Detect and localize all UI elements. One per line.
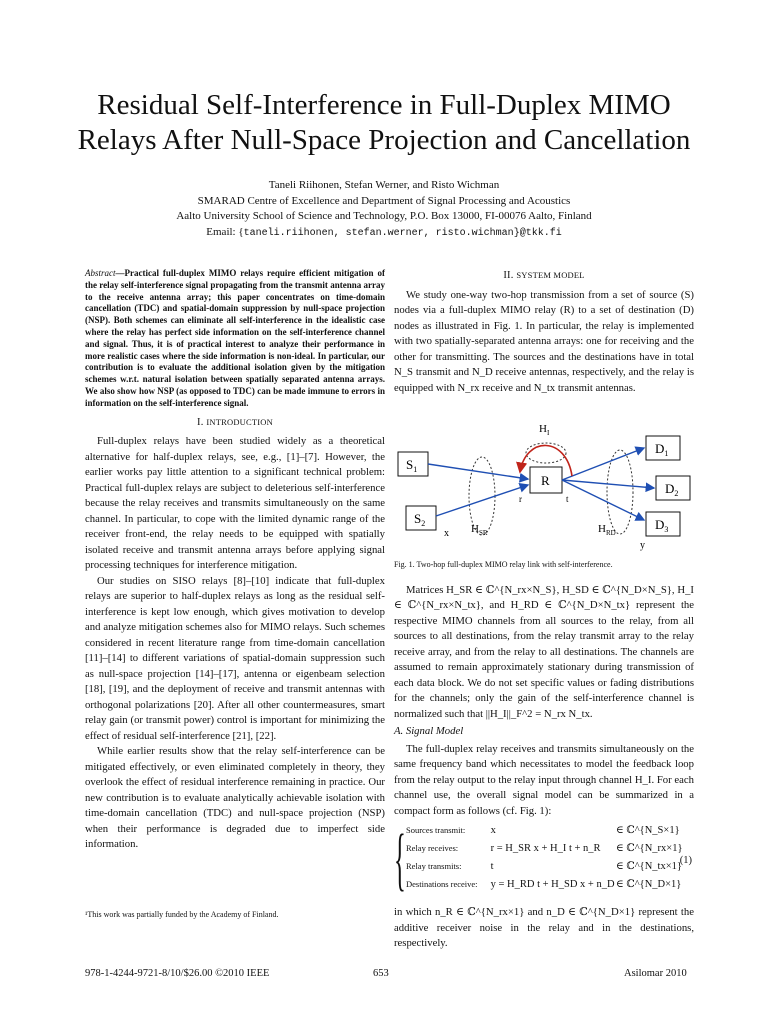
label-s2: $S_2$ xyxy=(414,511,426,528)
label-t-small: t xyxy=(566,494,569,504)
arrow-r-d1 xyxy=(562,448,644,480)
label-hsr: $H_{SR}$ xyxy=(471,523,488,537)
equation-row-expression: t xyxy=(490,861,494,872)
figure-1 xyxy=(394,400,694,555)
abstract-text: —Practical full-duplex MIMO relays require efficient mitigation of the relay self-interference signal propagating from the transmit antenna array to the receive antenna array; this paper concentrates on time-domain cancellation (TDC) and spatial-domain suppression by null-space projection (NSP). Both schemes can eliminate all self-interference in the idealistic case where the relay has perfect side information on the self-interference channel and signal. Thus, it is of practical interest to analyze their performance in more realistic cases where the side information is non-ideal. In particular, our contribution is to evaluate the additional isolation given by the mitigation schemes w.r.t. natural isolation between spatially separated antenna arrays. We also show how NSP (as opposed to TDC) can be made immune to errors in information on the self-interference signal. xyxy=(85,268,385,408)
equation-1 xyxy=(394,823,694,903)
abstract-lead: Abstract xyxy=(85,268,116,278)
section-heading-introduction xyxy=(85,415,385,431)
equation-row-label: Relay receives: xyxy=(406,843,459,853)
system-paragraph-3: The full-duplex relay receives and transmits simultaneously on the same frequency band which necessitates to model the feedback loop from the relay output to the relay input through channel H_I. For each channel use, the overall signal model can be summarized in a compact form as follows (cf. Fig. 1): xyxy=(394,742,694,817)
affiliation-1: SMARAD Centre of Excellence and Department of Signal Processing and Acoustics xyxy=(197,194,571,207)
affiliation-2: Aalto University School of Science and Technology, P.O. Box 13000, FI-00076 Aalto, Finland xyxy=(176,210,592,222)
label-d1: $D_1$ xyxy=(655,441,669,458)
figure-caption: Fig. 1. Two-hop full-duplex MIMO relay link with self-interference. xyxy=(394,560,613,569)
left-column xyxy=(85,268,385,853)
hrd-ellipse xyxy=(607,450,633,534)
label-hi: $H_I$ xyxy=(539,423,550,437)
label-hrd: $H_{RD}$ xyxy=(598,523,616,537)
intro-paragraph-3: While earlier results show that the relay self-interference can be mitigated effectively, or even eliminated completely in theory, they overlook the effect of residual interference remaining in practice. Our new contribution is to evaluate analytically achievable isolation with time-domain cancellation (TDC) and null-space projection (NSP) when their performance is degraded due to imperfect side information. xyxy=(85,745,385,851)
equation-row-expression: x xyxy=(490,825,496,836)
equation-row xyxy=(406,859,621,875)
title-line-1: Residual Self-Interference in Full-Duplex MIMO xyxy=(97,89,671,121)
arrow-s1-r xyxy=(428,464,528,479)
email-domain: }@tkk.fi xyxy=(513,227,562,239)
equation-row xyxy=(406,877,621,893)
author-names: Taneli Riihonen, Stefan Werner, and Risto Wichman xyxy=(268,179,500,191)
author-block xyxy=(40,178,728,241)
email-label: Email: { xyxy=(206,225,244,238)
section-title: SYSTEM MODEL xyxy=(516,270,585,280)
equation-row-label: Sources transmit: xyxy=(406,825,466,835)
system-paragraph-4: in which n_R ∈ ℂ^{N_rx×1} and n_D ∈ ℂ^{N_D×1} represent the additive receiver noise in the relay and in the destinations, respectively. xyxy=(394,906,694,949)
right-column xyxy=(394,268,694,952)
equation-row-domain: ∈ ℂ^{N_S×1} xyxy=(616,825,680,836)
equation-row-domain: ∈ ℂ^{N_rx×1} xyxy=(616,843,683,854)
footer-copyright: 978-1-4244-9721-8/10/$26.00 ©2010 IEEE xyxy=(85,968,270,979)
equation-row-label: Destinations receive: xyxy=(406,879,478,889)
section-title: INTRODUCTION xyxy=(206,416,273,427)
equation-row xyxy=(406,841,621,857)
section-number: II. xyxy=(503,270,514,281)
system-paragraph-1: We study one-way two-hop transmission from a set of source (S) nodes via a full-duplex MIMO relay (R) to a set of destination (D) nodes as illustrated in Fig. 1. In particular, the relay is implemented with two spatially-separated antenna arrays: one for receiving and the other for transmitting. The sources and the destinations have in total N_S transmit and N_D receive antennas, respectively, and the relay is equipped with N_rx receive and N_tx transmit antennas. xyxy=(394,288,694,394)
system-paragraph-2: Matrices H_SR ∈ ℂ^{N_rx×N_S}, H_SD ∈ ℂ^{N_D×N_S}, H_I ∈ ℂ^{N_rx×N_tx}, and H_RD ∈ ℂ^{N_D×N_tx} represent the respective MIMO channels from all sources to the relay, from all sources to all destinations, from the relay transmit array to the relay receive array, and from the relay to all destinations. The channels are assumed to remain approximately stationary during transmission of each data block. We do not set specific values or fading distributions for the channels; only the gain of the self-interference channel is normalized such that ||H_I||_F^2 = N_rx N_tx. xyxy=(394,583,694,720)
label-s1: $S_1$ xyxy=(406,457,418,474)
label-r-small: r xyxy=(519,494,522,504)
intro-paragraph-1: Full-duplex relays have been studied widely as a theoretical alternative for half-duplex relays, see, e.g., [1]–[7]. However, the earlier works pay little attention to a significant technical problem: Practical full-duplex relays are subject to deleterious self-interference because the relay receives and transmits simultaneously on the same channel. In particular, to cope with the limited dynamic range of the receiver front-end, the relay needs to be equipped with spatially isolated receive and transmit antenna arrays before applying signal processing techniques for interference mitigation. xyxy=(85,435,385,572)
section-number: I. xyxy=(197,416,204,428)
footer-venue: Asilomar 2010 xyxy=(624,968,687,979)
label-x: x xyxy=(444,528,449,539)
subsection-signal-model: A. Signal Model xyxy=(394,725,464,737)
email-addresses: taneli.riihonen, stefan.werner, risto.wichman xyxy=(243,227,514,239)
relay-diagram xyxy=(394,400,694,555)
author-email xyxy=(40,225,728,242)
equation-row-domain: ∈ ℂ^{N_D×1} xyxy=(616,879,682,890)
equation-row-label: Relay transmits: xyxy=(406,861,462,871)
label-relay: R xyxy=(541,473,550,488)
label-d2: $D_2$ xyxy=(665,481,679,498)
equation-row-expression: r = H_SR x + H_I t + n_R xyxy=(490,843,601,854)
label-d3: $D_3$ xyxy=(655,517,669,534)
label-y: y xyxy=(640,540,645,551)
equation-row-expression: y = H_RD t + H_SD x + n_D xyxy=(490,879,615,890)
intro-paragraph-2: Our studies on SISO relays [8]–[10] indicate that full-duplex relays are superior to half-duplex relays as long as the residual self-interference is kept low enough, which gives motivation to develop and analyze mitigation schemes also for MIMO relays. Such schemes considered in recent literature range from time-domain cancellation [11]–[14] to different variations of spatial-domain suppression such as null-space projection [14]–[17], antenna or eigenbeam selection [18], [19], and the deployment of receive and transmit antennas with orthogonal polarizations [20]. After all other countermeasures, smart relay gain (or transmit power) control is important for minimizing the effect of residual self-interference [21], [22]. xyxy=(85,574,385,742)
equation-row xyxy=(406,823,621,839)
arrow-s2-r xyxy=(436,485,528,516)
footnote: ¹This work was partially funded by the Academy of Finland. xyxy=(85,910,279,919)
title-line-2: Relays After Null-Space Projection and Cancellation xyxy=(77,124,691,156)
equation-row-domain: ∈ ℂ^{N_tx×1} xyxy=(616,861,682,872)
paper-title xyxy=(40,88,728,158)
equation-brace: { xyxy=(394,821,406,898)
equation-number: (1) xyxy=(679,855,692,866)
section-heading-system-model xyxy=(394,268,694,284)
abstract xyxy=(85,268,385,410)
footer-page-number: 653 xyxy=(373,968,389,979)
